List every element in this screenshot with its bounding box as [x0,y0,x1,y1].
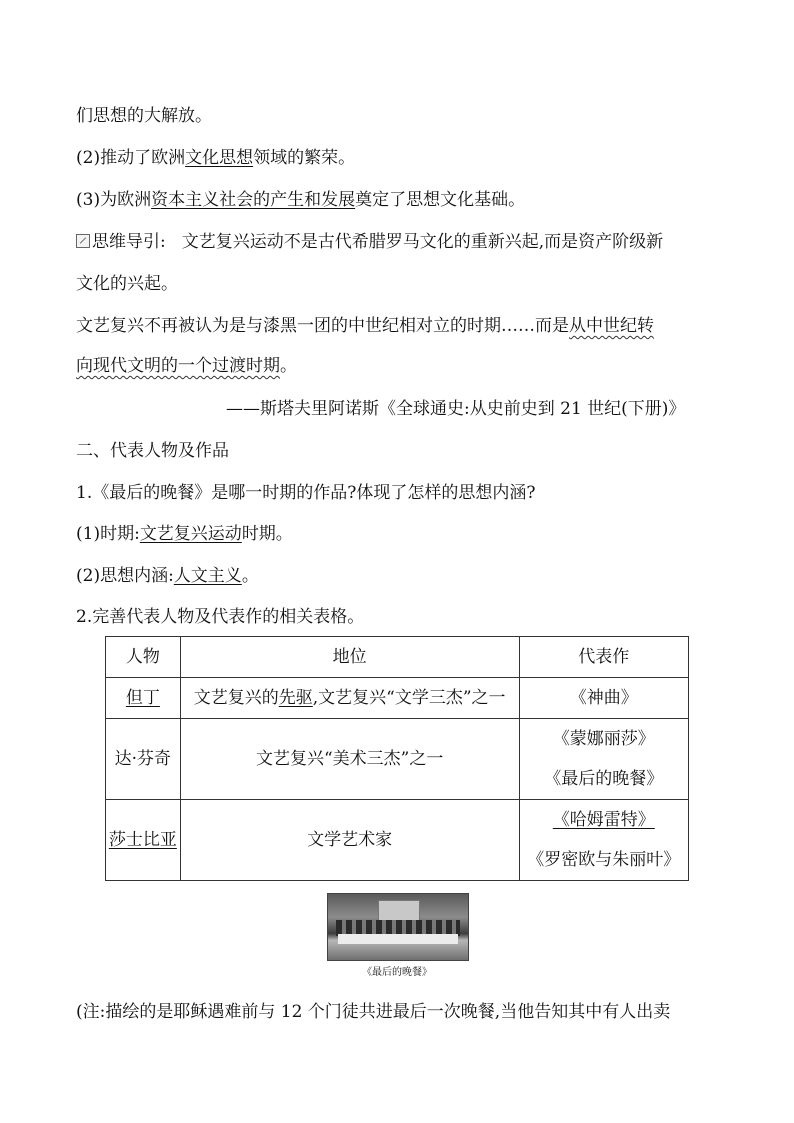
quote-line-1 [76,314,654,338]
work-title: 《蒙娜丽莎》 [552,729,655,749]
text-segment: (1)时期: [76,524,140,544]
underlined-answer: 文化思想 [185,148,254,168]
underlined-answer: 资本主义社会的产生和发展 [151,190,356,210]
work-title: 《哈姆雷特》 [552,810,655,830]
text-segment: ,文艺复兴“文学三杰”之一 [312,688,506,708]
text-segment: (2)推动了欧洲 [76,148,186,168]
text-line-2 [76,146,355,170]
guide-text: 文艺复兴运动不是古代希腊罗马文化的重新兴起,而是资产阶级新 [181,232,664,252]
text-segment: 时期。 [241,524,293,544]
header-works: 代表作 [519,637,688,678]
text-segment: 。 [280,356,297,376]
table-shape [338,934,458,944]
table-row [106,800,689,881]
header-status: 地位 [180,637,519,678]
guide-text-2: 文化的兴起。 [76,274,178,294]
underlined-answer: 但丁 [125,688,160,708]
note-line: (注:描绘的是耶稣遇难前与 12 个门徒共进最后一次晚餐,当他告知其中有人出卖 [76,1002,671,1022]
quote-source: ——斯塔夫里阿诺斯《全球通史:从史前史到 21 世纪(下册)》 [226,399,686,419]
person-cell [106,678,181,719]
guide-label: 思维导引: [92,232,166,252]
image-caption: 《最后的晚餐》 [362,967,432,978]
person-cell [106,800,181,881]
underlined-answer: 莎士比亚 [108,830,177,850]
guide-icon [76,234,90,248]
representatives-table [105,636,689,881]
section-heading: 二、代表人物及作品 [76,441,229,461]
last-supper-image [327,893,469,961]
status-cell [180,678,519,719]
status-cell: 文学艺术家 [180,800,519,881]
table-header-row [106,637,689,678]
works-cell [519,800,688,881]
table-row [106,719,689,800]
answer-1-period [76,522,293,546]
text-segment: 领域的繁荣。 [253,148,356,168]
question-2: 2.完善代表人物及代表作的相关表格。 [76,607,365,627]
underlined-answer: 文艺复兴运动 [139,524,242,544]
header-person: 人物 [106,637,181,678]
question-1: 1.《最后的晚餐》是哪一时期的作品?体现了怎样的思想内涵? [76,483,536,503]
wavy-underlined-text: 从中世纪转 [569,316,654,336]
underlined-answer: 先驱 [278,688,313,708]
work-title: 《罗密欧与朱丽叶》 [527,850,681,870]
text-segment: (3)为欧洲 [76,190,152,210]
text-segment: 。 [241,566,259,586]
text-line-1: 们思想的大解放。 [76,106,212,126]
text-segment: (2)思想内涵: [76,566,174,586]
text-segment: 文艺复兴不再被认为是与漆黑一团的中世纪相对立的时期……而是 [76,316,569,336]
quote-line-2 [76,354,297,378]
thinking-guide [76,230,663,254]
wavy-underlined-text: 向现代文明的一个过渡时期 [76,356,280,376]
work-title: 《最后的晚餐》 [544,769,664,789]
status-cell: 文艺复兴“美术三杰”之一 [180,719,519,800]
works-cell: 《神曲》 [519,678,688,719]
text-segment: 奠定了思想文化基础。 [355,190,526,210]
underlined-answer: 人文主义 [173,566,242,586]
answer-1-thought [76,564,259,588]
person-cell: 达·芬奇 [106,719,181,800]
text-segment: 文艺复兴的 [193,688,279,708]
text-line-3 [76,188,525,212]
works-cell [519,719,688,800]
table-row [106,678,689,719]
